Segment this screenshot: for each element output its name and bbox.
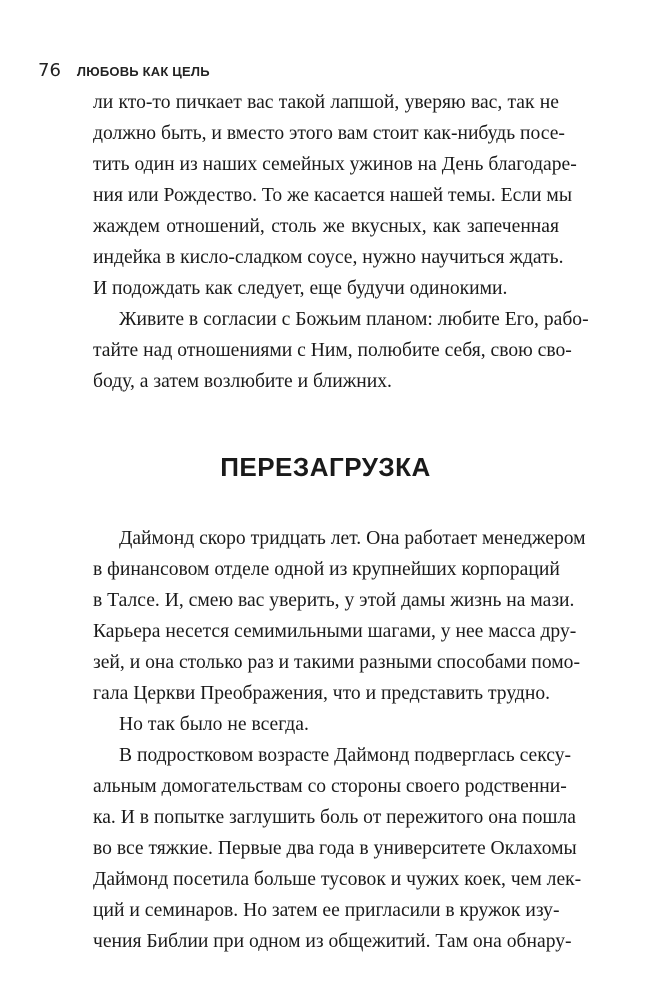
text-line: ния или Рождество. То же касается нашей темы. Если мы bbox=[93, 185, 572, 206]
text-line: жаждем отношений, столь же вкусных, как запеченная bbox=[93, 216, 559, 237]
text-line: в Талсе. И, смею вас уверить, у этой дамы жизнь на мази. bbox=[93, 590, 575, 611]
text-line: тайте над отношениями с Ним, полюбите себя, свою сво- bbox=[93, 340, 572, 361]
text-line: ли кто-то пичкает вас такой лапшой, уверяю вас, так не bbox=[93, 92, 559, 113]
section-heading: ПЕРЕЗАГРУЗКА bbox=[220, 452, 431, 482]
text-line: зей, и она столько раз и такими разными способами помо- bbox=[93, 652, 580, 673]
text-line: Живите в согласии с Божьим планом: любите Его, рабо- bbox=[119, 309, 589, 330]
text-line: альным домогательствам со стороны своего родственни- bbox=[93, 776, 567, 797]
text-line: тить один из наших семейных ужинов на День благодаре- bbox=[93, 154, 577, 175]
text-line: Но так было не всегда. bbox=[119, 714, 309, 735]
running-title: ЛЮБОВЬ КАК ЦЕЛЬ bbox=[76, 64, 210, 79]
text-line: ка. И в попытке заглушить боль от пережитого она пошла bbox=[93, 807, 576, 828]
text-line: Даймонд скоро тридцать лет. Она работает менеджером bbox=[119, 528, 586, 549]
page-number: 76 bbox=[38, 60, 61, 81]
text-line: чения Библии при одном из общежитий. Там она обнару- bbox=[93, 931, 572, 952]
text-line: должно быть, и вместо этого вам стоит как-нибудь посе- bbox=[93, 123, 565, 144]
text-line: гала Церкви Преображения, что и представить трудно. bbox=[93, 683, 551, 704]
text-line: в финансовом отделе одной из крупнейших корпораций bbox=[93, 559, 560, 580]
text-line: Даймонд посетила больше тусовок и чужих коек, чем лек- bbox=[93, 869, 582, 890]
page-header bbox=[38, 60, 210, 81]
text-line: Карьера несется семимильными шагами, у нее масса дру- bbox=[93, 621, 577, 642]
text-line: индейка в кисло-сладком соусе, нужно научиться ждать. bbox=[93, 247, 564, 268]
text-line: В подростковом возрасте Даймонд подверглась сексу- bbox=[119, 745, 572, 766]
text-line: во все тяжкие. Первые два года в университете Оклахомы bbox=[93, 838, 577, 859]
text-line: И подождать как следует, еще будучи одинокими. bbox=[93, 278, 508, 299]
text-line: ций и семинаров. Но затем ее пригласили в кружок изу- bbox=[93, 900, 560, 921]
text-line: боду, а затем возлюбите и ближних. bbox=[93, 371, 392, 392]
